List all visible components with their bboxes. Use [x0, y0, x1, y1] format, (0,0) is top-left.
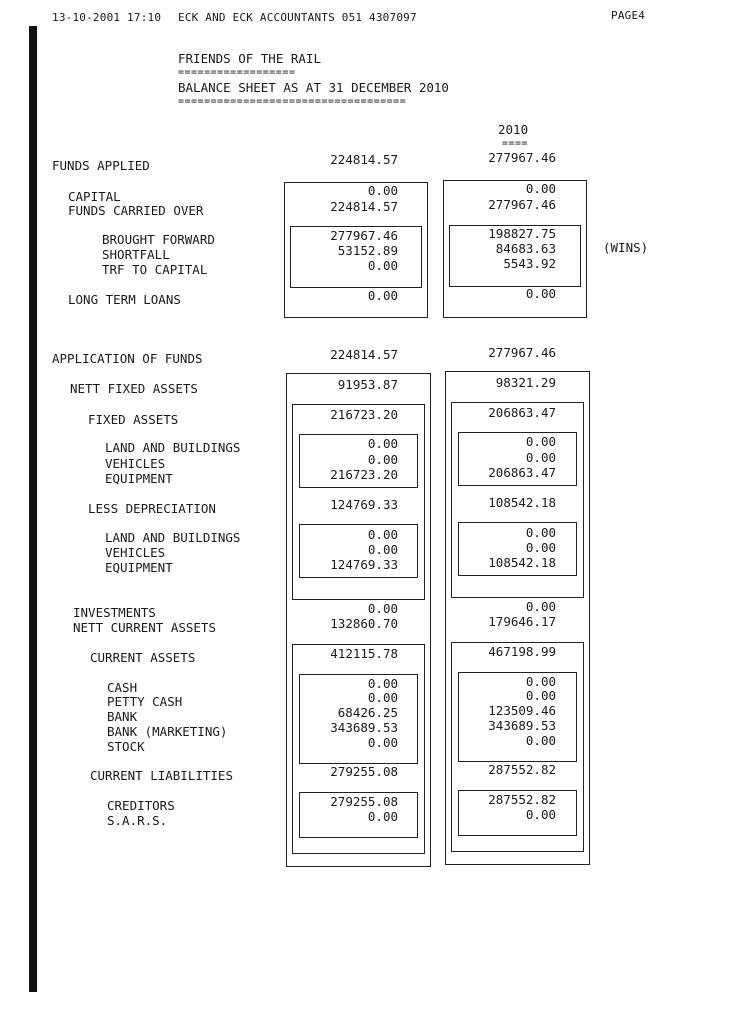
shortfall-2010: 84683.63: [495, 241, 556, 256]
fixed-assets-label: FIXED ASSETS: [88, 412, 179, 427]
dep-vehicles-current: 0.00: [367, 542, 398, 557]
stock-2010: 0.00: [525, 733, 556, 748]
current-liabilities-label: CURRENT LIABILITIES: [90, 768, 233, 783]
cash-2010: 0.00: [525, 674, 556, 689]
capital-current: 0.00: [367, 183, 398, 198]
dep-equipment-label: EQUIPMENT: [105, 560, 173, 575]
dep-land-2010: 0.00: [525, 525, 556, 540]
column-year: 2010: [498, 122, 529, 137]
bank-2010: 123509.46: [488, 703, 556, 718]
dep-vehicles-label: VEHICLES: [105, 545, 166, 560]
creditors-current: 279255.08: [330, 794, 398, 809]
dep-equipment-current: 124769.33: [330, 557, 398, 572]
less-depreciation-label: LESS DEPRECIATION: [88, 501, 216, 516]
application-label: APPLICATION OF FUNDS: [52, 351, 203, 366]
capital-label: CAPITAL: [68, 189, 121, 204]
bank-current: 68426.25: [337, 705, 398, 720]
bank-marketing-label: BANK (MARKETING): [107, 724, 228, 739]
bank-label: BANK: [107, 709, 138, 724]
long-term-loans-label: LONG TERM LOANS: [68, 292, 181, 307]
fa-equipment-label: EQUIPMENT: [105, 471, 173, 486]
trf-to-capital-label: TRF TO CAPITAL: [102, 262, 208, 277]
application-total-current: 224814.57: [330, 347, 398, 362]
column-year-underline: ====: [502, 138, 529, 149]
trf-to-capital-2010: 5543.92: [503, 256, 556, 271]
nett-current-assets-current: 132860.70: [330, 616, 398, 631]
sheet-title: BALANCE SHEET AS AT 31 DECEMBER 2010: [178, 80, 449, 95]
fax-sender: ECK AND ECK ACCOUNTANTS 051 4307097: [178, 11, 417, 24]
funds-applied-total-current: 224814.57: [330, 152, 398, 167]
fixed-assets-current: 216723.20: [330, 407, 398, 422]
investments-current: 0.00: [367, 601, 398, 616]
shortfall-note: (WINS): [603, 240, 649, 255]
sars-current: 0.00: [367, 809, 398, 824]
less-depreciation-current: 124769.33: [330, 497, 398, 512]
investments-label: INVESTMENTS: [73, 605, 156, 620]
petty-cash-current: 0.00: [367, 690, 398, 705]
nett-current-assets-label: NETT CURRENT ASSETS: [73, 620, 216, 635]
dep-equipment-2010: 108542.18: [488, 555, 556, 570]
current-assets-label: CURRENT ASSETS: [90, 650, 196, 665]
current-assets-2010: 467198.99: [488, 644, 556, 659]
petty-cash-2010: 0.00: [525, 688, 556, 703]
dep-land-label: LAND AND BUILDINGS: [105, 530, 241, 545]
org-title-underline: ==================: [178, 67, 296, 78]
current-liabilities-current: 279255.08: [330, 764, 398, 779]
nett-fixed-assets-label: NETT FIXED ASSETS: [70, 381, 198, 396]
trf-to-capital-current: 0.00: [367, 258, 398, 273]
nett-fixed-assets-2010: 98321.29: [495, 375, 556, 390]
fa-equipment-2010: 206863.47: [488, 465, 556, 480]
org-title: FRIENDS OF THE RAIL: [178, 51, 321, 66]
funds-carried-over-current: 224814.57: [330, 199, 398, 214]
creditors-2010: 287552.82: [488, 792, 556, 807]
current-assets-current: 412115.78: [330, 646, 398, 661]
fa-land-2010: 0.00: [525, 434, 556, 449]
brought-forward-label: BROUGHT FORWARD: [102, 232, 215, 247]
stock-label: STOCK: [107, 739, 145, 754]
shortfall-current: 53152.89: [337, 243, 398, 258]
capital-2010: 0.00: [525, 181, 556, 196]
current-liabilities-2010: 287552.82: [488, 762, 556, 777]
application-total-2010: 277967.46: [488, 345, 556, 360]
fa-land-current: 0.00: [367, 436, 398, 451]
brought-forward-2010: 198827.75: [488, 226, 556, 241]
nett-fixed-assets-current: 91953.87: [337, 377, 398, 392]
cash-current: 0.00: [367, 676, 398, 691]
fa-vehicles-2010: 0.00: [525, 450, 556, 465]
less-depreciation-2010: 108542.18: [488, 495, 556, 510]
fax-page-number: PAGE4: [611, 9, 646, 22]
sars-label: S.A.R.S.: [107, 813, 168, 828]
sheet-title-underline: ===================================: [178, 96, 407, 107]
funds-carried-over-2010: 277967.46: [488, 197, 556, 212]
funds-applied-total-2010: 277967.46: [488, 150, 556, 165]
stock-current: 0.00: [367, 735, 398, 750]
fax-margin-bar: [29, 26, 37, 992]
fixed-assets-2010: 206863.47: [488, 405, 556, 420]
bank-marketing-current: 343689.53: [330, 720, 398, 735]
shortfall-label: SHORTFALL: [102, 247, 170, 262]
funds-carried-over-label: FUNDS CARRIED OVER: [68, 203, 204, 218]
long-term-loans-current: 0.00: [367, 288, 398, 303]
petty-cash-label: PETTY CASH: [107, 694, 183, 709]
funds-applied-label: FUNDS APPLIED: [52, 158, 150, 173]
dep-vehicles-2010: 0.00: [525, 540, 556, 555]
fa-equipment-current: 216723.20: [330, 467, 398, 482]
investments-2010: 0.00: [525, 599, 556, 614]
cash-label: CASH: [107, 680, 138, 695]
long-term-loans-2010: 0.00: [525, 286, 556, 301]
nett-current-assets-2010: 179646.17: [488, 614, 556, 629]
fa-vehicles-current: 0.00: [367, 452, 398, 467]
sars-2010: 0.00: [525, 807, 556, 822]
dep-land-current: 0.00: [367, 527, 398, 542]
fa-land-label: LAND AND BUILDINGS: [105, 440, 241, 455]
creditors-label: CREDITORS: [107, 798, 175, 813]
brought-forward-current: 277967.46: [330, 228, 398, 243]
bank-marketing-2010: 343689.53: [488, 718, 556, 733]
fa-vehicles-label: VEHICLES: [105, 456, 166, 471]
fax-timestamp: 13-10-2001 17:10: [52, 11, 162, 24]
